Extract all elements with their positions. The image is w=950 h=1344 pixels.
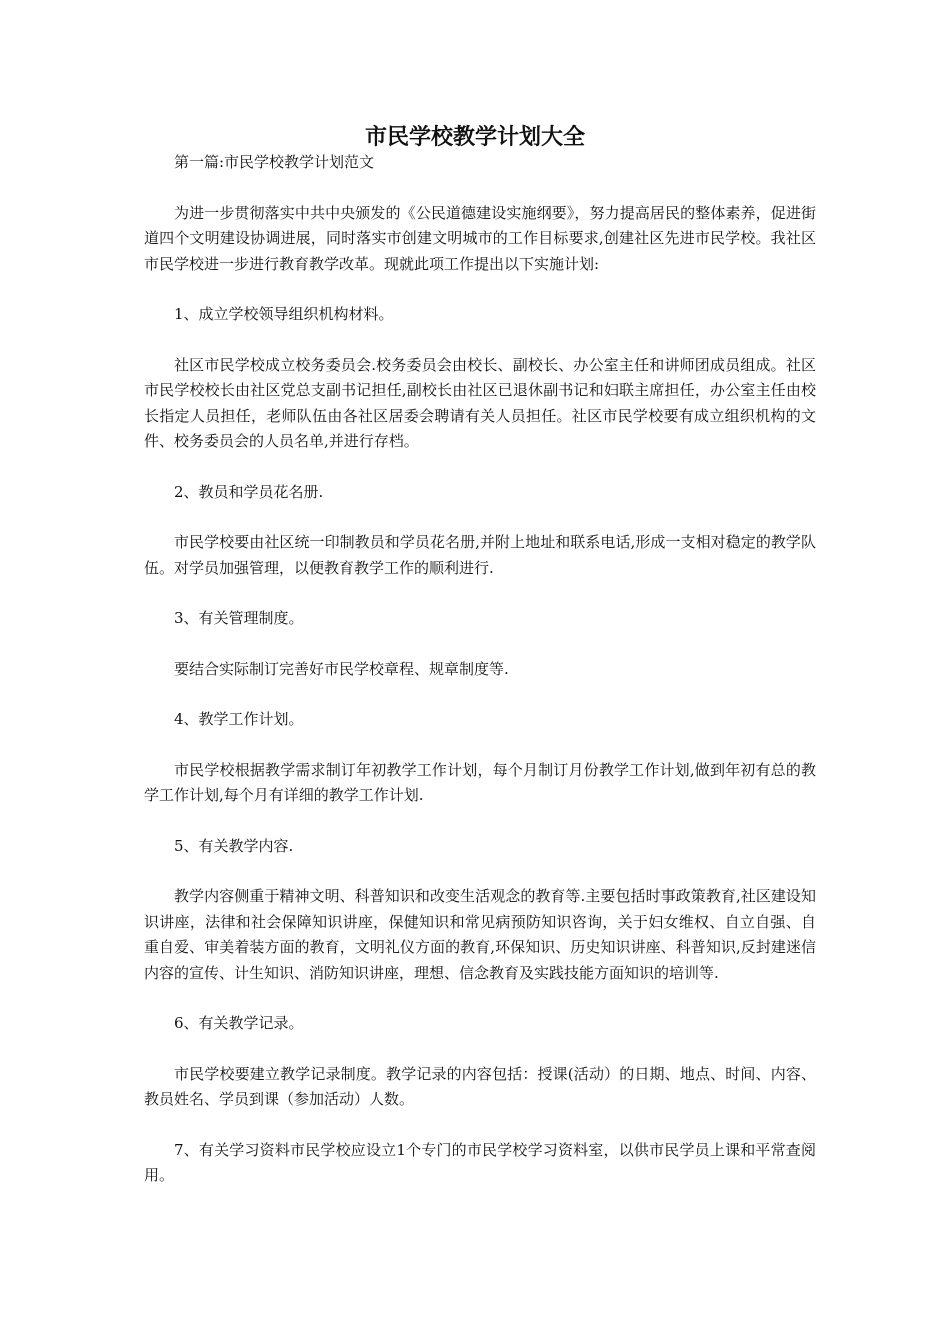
document-title: 市民学校教学计划大全: [364, 124, 585, 150]
section-heading-4: 4、教学工作计划。: [174, 710, 304, 728]
paragraph-section-7: 7、有关学习资料市民学校应设立1个专门的市民学校学习资料室，以供市民学员上课和平常查阅用。: [144, 1140, 816, 1184]
paragraph-section-1: 社区市民学校成立校务委员会.校务委员会由校长、副校长、办公室主任和讲师团成员组成。社区市民学校校长由社区党总支副书记担任,副校长由社区已退休副书记和妇联主席担任，办公室主任由校长指定人员担任，老师队伍由各社区居委会聘请有关人员担任。社区市民学校要有成立组织机构的文件、校务委员会的人员名单,并进行存档。: [144, 355, 816, 450]
section-heading-3: 3、有关管理制度。: [174, 609, 304, 627]
paragraph-intro: 为进一步贯彻落实中共中央颁发的《公民道德建设实施纲要》，努力提高居民的整体素养，促进街道四个文明建设协调进展，同时落实市创建文明城市的工作目标要求,创建社区先进市民学校。我社区市民学校进一步进行教育教学改革。现就此项工作提出以下实施计划:: [144, 203, 816, 273]
section-heading-6: 6、有关教学记录。: [174, 1014, 304, 1032]
paragraph-section-3: 要结合实际制订完善好市民学校章程、规章制度等.: [174, 659, 509, 678]
paragraph-section-5: 教学内容侧重于精神文明、科普知识和改变生活观念的教育等.主要包括时事政策教育,社区建设知识讲座，法律和社会保障知识讲座，保健知识和常见病预防知识咨询，关于妇女维权、自立自强、自重自爱、审美着装方面的教育，文明礼仪方面的教育,环保知识、历史知识讲座、科普知识,反封建迷信内容的宣传、计生知识、消防知识讲座，理想、信念教育及实践技能方面知识的培训等.: [144, 887, 816, 982]
document-subtitle: 第一篇:市民学校教学计划范文: [174, 153, 375, 171]
section-heading-2: 2、教员和学员花名册.: [174, 482, 324, 501]
paragraph-section-6: 市民学校要建立教学记录制度。教学记录的内容包括：授课(活动）的日期、地点、时间、内容、教员姓名、学员到课（参加活动）人数。: [144, 1064, 816, 1108]
document-body: [144, 150, 816, 1214]
paragraph-section-4: 市民学校根据教学需求制订年初教学工作计划，每个月制订月份教学工作计划,做到年初有总的教学工作计划,每个月有详细的教学工作计划.: [144, 760, 816, 804]
section-heading-1: 1、成立学校领导组织机构材料。: [174, 305, 394, 323]
section-heading-5: 5、有关教学内容.: [174, 836, 294, 855]
paragraph-section-2: 市民学校要由社区统一印制教员和学员花名册,并附上地址和联系电话,形成一支相对稳定的教学队伍。对学员加强管理，以便教育教学工作的顺利进行.: [144, 533, 816, 577]
